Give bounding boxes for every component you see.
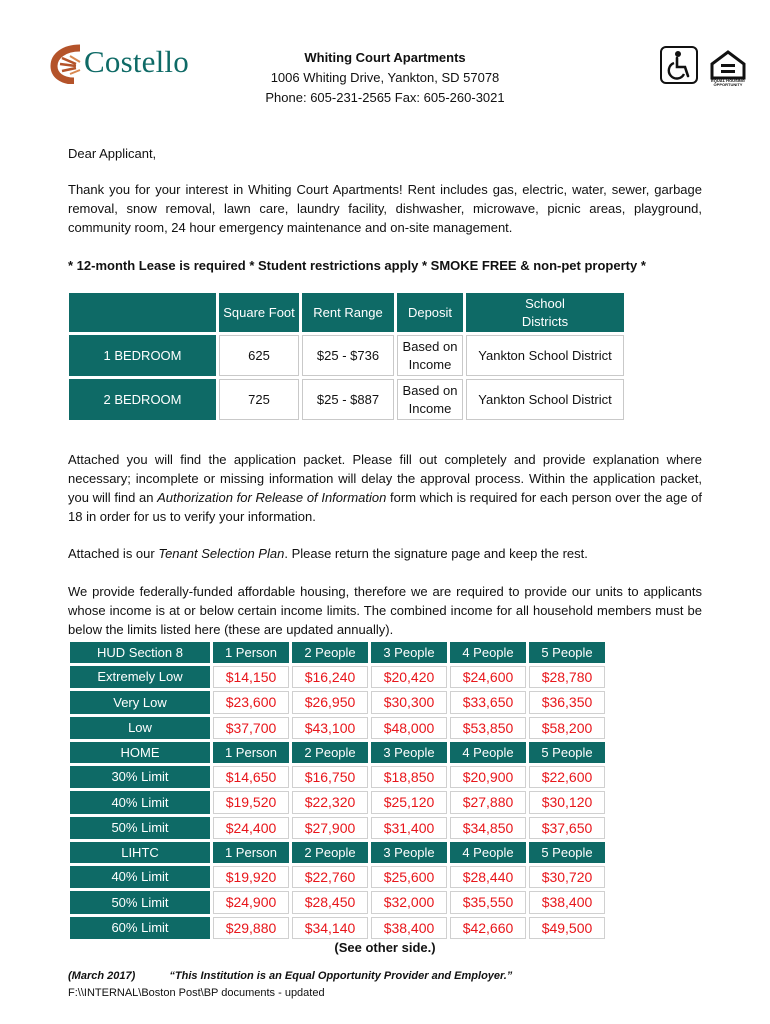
limit-value: $49,500 [529,917,605,940]
table-row [70,917,605,940]
tenant-selection-plan-name: Tenant Selection Plan [158,546,285,561]
unit-deposit: Based on Income [397,379,463,420]
intro-paragraph: Thank you for your interest in Whiting Court Apartments! Rent includes gas, electric, water, sewer, garbage removal, snow removal, lawn care, laundry facility, dishwasher, microwave, picnic areas, playground, community room, 24 hour emergency maintenance and on-site management. [68,182,702,235]
limit-value: $30,300 [371,691,447,714]
table-row [70,791,605,814]
table-row [69,335,624,376]
limit-value: $23,600 [213,691,289,714]
limit-value: $53,850 [450,717,526,740]
income-limits-paragraph: We provide federally-funded affordable housing, therefore we are required to provide our units to applicants whose income is at or below certain income limits. The combined income for all household members must be below the limits listed here (these are updated annually). [68,584,702,637]
people-header: 2 People [292,742,368,763]
application-packet-text-a: Attached you will find the application packet. Please fill out completely and provide explanation where necessary; incomplete or missing information will delay the approval process. Within the application packet, you will find an [68,452,702,505]
footer-date: (March 2017) [68,970,136,982]
limit-value: $22,320 [292,791,368,814]
limit-value: $24,600 [450,666,526,689]
compliance-icons [660,46,750,90]
greeting: Dear Applicant, [68,146,157,161]
units-header-blank [69,293,216,332]
limit-label: 40% Limit [70,791,210,814]
limit-value: $22,760 [292,866,368,889]
limit-value: $25,120 [371,791,447,814]
accessibility-icon [660,46,698,84]
limit-value: $28,440 [450,866,526,889]
people-header: 2 People [292,842,368,863]
people-header: 2 People [292,642,368,663]
limit-value: $43,100 [292,717,368,740]
limit-value: $38,400 [529,891,605,914]
people-header: 1 Person [213,842,289,863]
limit-label: Low [70,717,210,740]
eho-label: EQUAL HOUSING OPPORTUNITY [711,78,745,87]
limit-value: $48,000 [371,717,447,740]
unit-sqft: 625 [219,335,299,376]
tenant-selection-text-b: . Please return the signature page and keep the rest. [284,546,588,561]
limit-value: $27,900 [292,817,368,840]
limit-value: $35,550 [450,891,526,914]
limit-label: 30% Limit [70,766,210,789]
unit-school: Yankton School District [466,379,624,420]
authorization-form-name: Authorization for Release of Information [157,490,387,505]
limit-value: $16,240 [292,666,368,689]
people-header: 1 Person [213,742,289,763]
limit-value: $27,880 [450,791,526,814]
limit-value: $24,900 [213,891,289,914]
limit-value: $14,650 [213,766,289,789]
property-title: Whiting Court Apartments [304,50,466,65]
table-row [70,891,605,914]
limit-value: $38,400 [371,917,447,940]
table-row [70,642,605,663]
limit-value: $36,350 [529,691,605,714]
people-header: 3 People [371,842,447,863]
limit-label: 50% Limit [70,817,210,840]
table-row [70,691,605,714]
property-address: 1006 Whiting Drive, Yankton, SD 57078 [270,70,500,85]
limit-value: $20,900 [450,766,526,789]
costello-logo-mark-icon [50,44,86,84]
header-school-districts [466,293,624,332]
unit-rent: $25 - $736 [302,335,394,376]
income-limits-table [67,639,608,942]
application-packet-text-b: form which is required for each person over the age of 18 in order for us to verify your information. [68,490,702,524]
unit-type: 1 BEDROOM [69,335,216,376]
header-school-districts-label: School Districts [521,295,569,329]
limit-value: $30,120 [529,791,605,814]
limit-value: $22,600 [529,766,605,789]
people-header: 4 People [450,742,526,763]
header-rent-range: Rent Range [302,293,394,332]
see-other-side: (See other side.) [334,940,436,955]
limit-value: $42,660 [450,917,526,940]
unit-school: Yankton School District [466,335,624,376]
limit-value: $20,420 [371,666,447,689]
section-name: LIHTC [70,842,210,863]
header-square-foot: Square Foot [219,293,299,332]
footer-statement-line [68,968,512,985]
unit-sqft: 725 [219,379,299,420]
limit-value: $34,140 [292,917,368,940]
limit-value: $19,920 [213,866,289,889]
limit-label: 60% Limit [70,917,210,940]
limit-value: $37,700 [213,717,289,740]
section-name: HUD Section 8 [70,642,210,663]
table-row [70,766,605,789]
limit-label: 50% Limit [70,891,210,914]
section-name: HOME [70,742,210,763]
header-deposit: Deposit [397,293,463,332]
costello-logo [50,44,215,84]
limit-label: 40% Limit [70,866,210,889]
limit-value: $26,950 [292,691,368,714]
limit-value: $28,450 [292,891,368,914]
table-row [70,842,605,863]
units-table-header [69,293,624,332]
limit-value: $58,200 [529,717,605,740]
limit-value: $32,000 [371,891,447,914]
property-header [225,48,545,108]
people-header: 4 People [450,642,526,663]
limit-label: Very Low [70,691,210,714]
tenant-selection-text-a: Attached is our [68,546,159,561]
equal-housing-opportunity-icon [708,46,746,87]
limit-value: $28,780 [529,666,605,689]
limit-value: $34,850 [450,817,526,840]
footer [68,968,512,1002]
tenant-selection-paragraph [68,544,702,563]
application-packet-paragraph [68,450,702,526]
table-row [70,866,605,889]
people-header: 3 People [371,642,447,663]
table-row [70,817,605,840]
limit-value: $29,880 [213,917,289,940]
limit-value: $24,400 [213,817,289,840]
table-row [69,379,624,420]
people-header: 3 People [371,742,447,763]
limit-value: $33,650 [450,691,526,714]
table-row [70,666,605,689]
limit-value: $19,520 [213,791,289,814]
limit-value: $14,150 [213,666,289,689]
property-phone: Phone: 605-231-2565 Fax: 605-260-3021 [265,90,505,105]
units-table [66,290,627,423]
unit-deposit: Based on Income [397,335,463,376]
people-header: 1 Person [213,642,289,663]
table-row [70,717,605,740]
logo-text: Costello [84,44,189,79]
footer-file-path: F:\\INTERNAL\Boston Post\BP documents - updated [68,987,325,999]
limit-value: $18,850 [371,766,447,789]
limit-value: $30,720 [529,866,605,889]
limit-value: $16,750 [292,766,368,789]
limit-label: Extremely Low [70,666,210,689]
unit-rent: $25 - $887 [302,379,394,420]
footer-eeo-statement: “This Institution is an Equal Opportunity Provider and Employer.” [169,970,513,982]
people-header: 5 People [529,842,605,863]
limit-value: $31,400 [371,817,447,840]
limit-value: $25,600 [371,866,447,889]
people-header: 5 People [529,742,605,763]
people-header: 4 People [450,842,526,863]
table-row [70,742,605,763]
people-header: 5 People [529,642,605,663]
limit-value: $37,650 [529,817,605,840]
lease-requirements: * 12-month Lease is required * Student restrictions apply * SMOKE FREE & non-pet property * [68,258,646,273]
unit-type: 2 BEDROOM [69,379,216,420]
